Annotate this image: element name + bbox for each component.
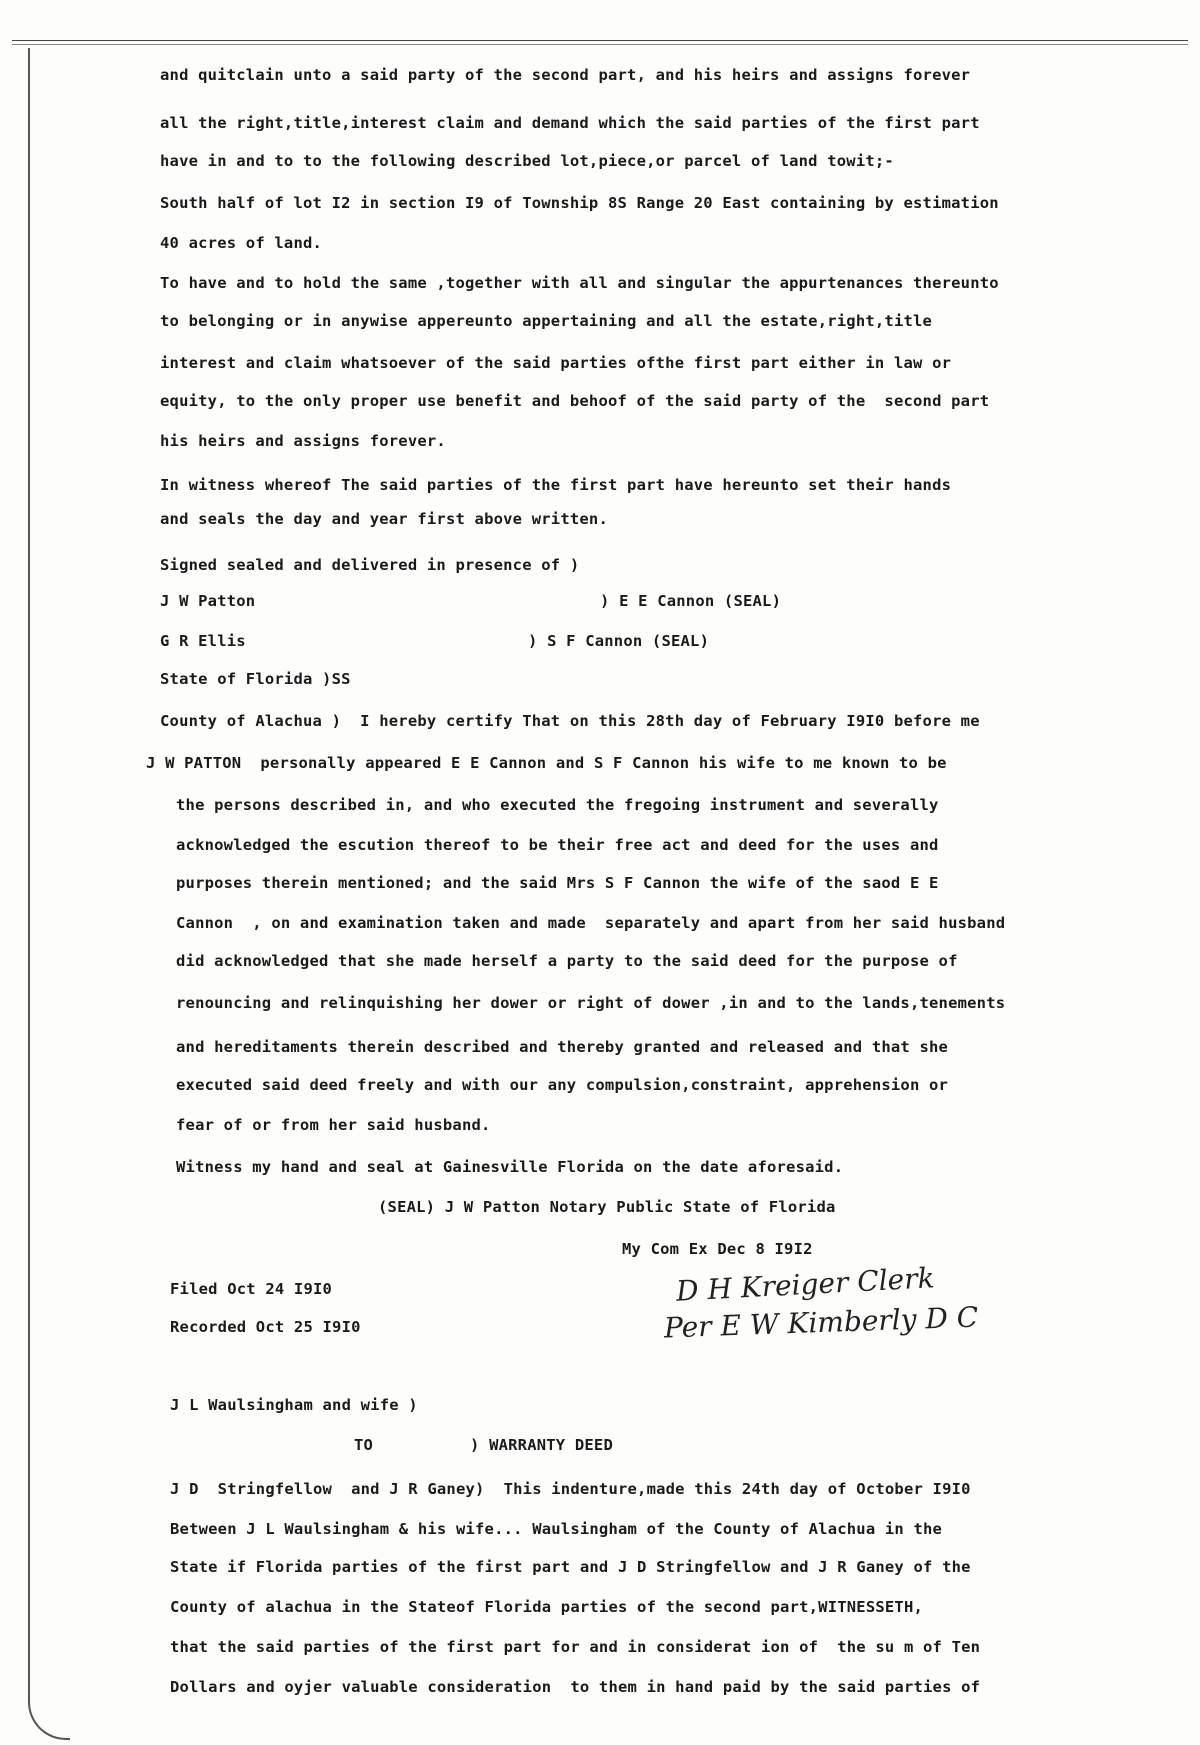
page-edge <box>28 48 70 1740</box>
top-rule <box>12 40 1188 41</box>
text-line: Between J L Waulsingham & his wife... Waulsingham of the County of Alachua in the <box>170 1520 943 1538</box>
text-line: County of Alachua ) I hereby certify That on this 28th day of February I9I0 before me <box>160 712 980 730</box>
text-line: renouncing and relinquishing her dower or right of dower ,in and to the lands,tenements <box>176 994 1006 1012</box>
grantor-signature: ) S F Cannon (SEAL) <box>528 632 710 650</box>
deed-party-line: J L Waulsingham and wife ) <box>170 1396 418 1414</box>
text-line: his heirs and assigns forever. <box>160 432 446 450</box>
text-line: J D Stringfellow and J R Ganey) This indenture,made this 24th day of October I9I0 <box>170 1480 971 1498</box>
text-line: County of alachua in the Stateof Florida parties of the second part,WITNESSETH, <box>170 1598 924 1616</box>
text-line: and seals the day and year first above written. <box>160 510 608 528</box>
text-line: acknowledged the escution thereof to be their free act and deed for the uses and <box>176 836 939 854</box>
text-line: Dollars and oyjer valuable consideration to them in hand paid by the said parties of <box>170 1678 981 1696</box>
deed-to-label: TO <box>354 1436 374 1454</box>
text-line: the persons described in, and who executed the fregoing instrument and severally <box>176 796 939 814</box>
top-rule-secondary <box>12 44 1188 45</box>
text-line: In witness whereof The said parties of the first part have hereunto set their hands <box>160 476 952 494</box>
filed-date: Filed Oct 24 I9I0 <box>170 1280 333 1298</box>
text-line: have in and to to the following described lot,piece,or parcel of land towit;- <box>160 152 894 170</box>
text-line: Cannon , on and examination taken and made separately and apart from her said husband <box>176 914 1006 932</box>
text-line: and hereditaments therein described and thereby granted and released and that she <box>176 1038 949 1056</box>
text-line: all the right,title,interest claim and demand which the said parties of the first part <box>160 114 980 132</box>
text-line: 40 acres of land. <box>160 234 323 252</box>
grantor-signature: ) E E Cannon (SEAL) <box>600 592 782 610</box>
notary-line: (SEAL) J W Patton Notary Public State of Florida <box>378 1198 836 1216</box>
witness-name: G R Ellis <box>160 632 246 650</box>
recorded-date: Recorded Oct 25 I9I0 <box>170 1318 361 1336</box>
clerk-signature: D H Kreiger Clerk <box>675 1261 936 1308</box>
text-line: Signed sealed and delivered in presence of ) <box>160 556 580 574</box>
text-line: State of Florida )SS <box>160 670 351 688</box>
text-line: To have and to hold the same ,together with all and singular the appurtenances thereunto <box>160 274 999 292</box>
commission-line: My Com Ex Dec 8 I9I2 <box>622 1240 813 1258</box>
text-line: to belonging or in anywise appereunto appertaining and all the estate,right,title <box>160 312 933 330</box>
text-line: J W PATTON personally appeared E E Cannon and S F Cannon his wife to me known to be <box>146 754 947 772</box>
text-line: that the said parties of the first part for and in considerat ion of the su m of Ten <box>170 1638 981 1656</box>
text-line: interest and claim whatsoever of the said parties ofthe first part either in law or <box>160 354 952 372</box>
deed-type-label: ) WARRANTY DEED <box>470 1436 613 1454</box>
text-line: executed said deed freely and with our any compulsion,constraint, apprehension or <box>176 1076 949 1094</box>
text-line: fear of or from her said husband. <box>176 1116 491 1134</box>
text-line: Witness my hand and seal at Gainesville Florida on the date aforesaid. <box>176 1158 844 1176</box>
text-line: State if Florida parties of the first part and J D Stringfellow and J R Ganey of the <box>170 1558 971 1576</box>
text-line: and quitclain unto a said party of the second part, and his heirs and assigns forever <box>160 66 971 84</box>
deputy-signature: Per E W Kimberly D C <box>663 1300 979 1345</box>
text-line: equity, to the only proper use benefit and behoof of the said party of the second part <box>160 392 990 410</box>
text-line: South half of lot I2 in section I9 of Township 8S Range 20 East containing by estimation <box>160 194 999 212</box>
text-line: purposes therein mentioned; and the said Mrs S F Cannon the wife of the saod E E <box>176 874 939 892</box>
text-line: did acknowledged that she made herself a party to the said deed for the purpose of <box>176 952 958 970</box>
witness-name: J W Patton <box>160 592 256 610</box>
